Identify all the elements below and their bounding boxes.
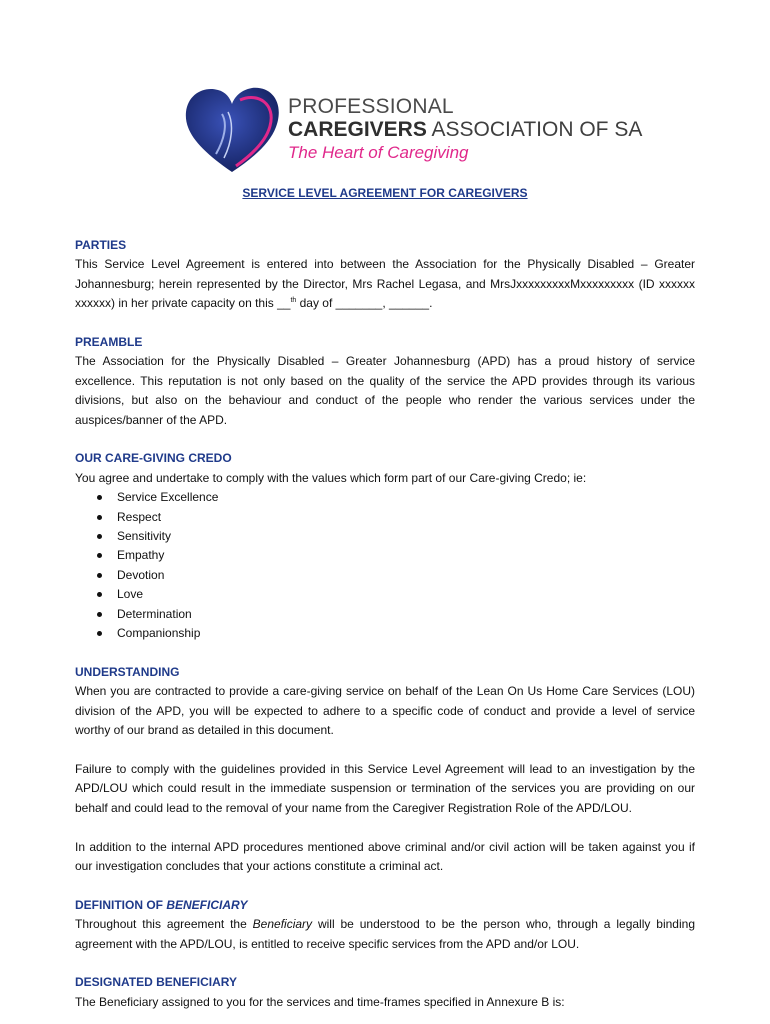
- association-logo: [180, 84, 643, 176]
- understanding-p2: Failure to comply with the guidelines provided in this Service Level Agreement will lead to an investigation by the APD/LOU which could result in the immediate suspension or termination of the services you are providing on our behalf and could lead to the removal of your name from the Caregiver Registration Role of the APD/LOU.: [75, 761, 695, 815]
- parties-sup: th: [290, 297, 297, 305]
- logo-wordmark: [288, 95, 643, 164]
- credo-heading: OUR CARE-GIVING CREDO: [75, 451, 232, 466]
- list-item: Sensitivity: [117, 527, 695, 546]
- list-item: Respect: [117, 508, 695, 527]
- parties-text-a: This Service Level Agreement is entered into between the Association for the Physically Disabled – Greater Johannesburg; herein represented by the Director, Mrs Rachel Legasa, and MrsJxxxxxxxxxMxxxxxxxxx (ID xxxxxx xxxxxx) in her private capacity on this __: [75, 257, 695, 311]
- logo-caregivers: CAREGIVERS: [288, 118, 427, 141]
- credo-intro: You agree and undertake to comply with the values which form part of our Care-giving Credo; ie:: [75, 470, 587, 485]
- designated-text: The Beneficiary assigned to you for the services and time-frames specified in Annexure B is:: [75, 994, 565, 1009]
- definition-text: [75, 915, 695, 954]
- logo-tagline: The Heart of Caregiving: [288, 143, 469, 162]
- parties-heading: PARTIES: [75, 238, 127, 252]
- document-title: SERVICE LEVEL AGREEMENT FOR CAREGIVERS: [242, 186, 528, 200]
- designated-heading: DESIGNATED BENEFICIARY: [75, 975, 238, 990]
- definition-heading: [75, 896, 695, 915]
- parties-text-b: day of _______, ______.: [296, 296, 433, 311]
- logo-line-association: [288, 118, 643, 142]
- definition-heading-b: BENEFICIARY: [166, 897, 248, 912]
- definition-text-em: Beneficiary: [252, 917, 313, 932]
- heart-logo-icon: [180, 84, 284, 176]
- list-item: Service Excellence: [117, 488, 695, 507]
- understanding-p1: When you are contracted to provide a care-giving service on behalf of the Lean On Us Home Care Services (LOU) division of the APD, you will be expected to adhere to a specific code of conduct and provide a level of service worthy of our brand as detailed in this document.: [75, 684, 695, 738]
- definition-text-a: Throughout this agreement the: [75, 917, 253, 932]
- parties-text: [75, 255, 695, 313]
- list-item: Empathy: [117, 546, 695, 565]
- logo-line-professional: PROFESSIONAL: [288, 95, 454, 118]
- logo-association-rest: ASSOCIATION OF SA: [426, 118, 643, 141]
- definition-text-b: will be understood to be the person who, through a legally binding agreement with the APD/LOU, is entitled to receive specific services from the APD and/or LOU.: [75, 917, 695, 951]
- credo-list: [75, 488, 695, 643]
- list-item: Determination: [117, 605, 695, 624]
- definition-heading-a: DEFINITION OF: [75, 897, 167, 912]
- list-item: Love: [117, 585, 695, 604]
- list-item: Companionship: [117, 624, 695, 643]
- preamble-text: The Association for the Physically Disabled – Greater Johannesburg (APD) has a proud history of service excellence. This reputation is not only based on the quality of the service the APD provides through its various divisions, but also on the behaviour and conduct of the people who render the various services under the auspices/banner of the APD.: [75, 354, 695, 427]
- document-body: [75, 236, 695, 1012]
- understanding-heading: UNDERSTANDING: [75, 664, 180, 679]
- list-item: Devotion: [117, 566, 695, 585]
- understanding-p3: In addition to the internal APD procedures mentioned above criminal and/or civil action will be taken against you if our investigation concludes that your actions constitute a criminal act.: [75, 839, 695, 873]
- preamble-heading: PREAMBLE: [75, 335, 143, 350]
